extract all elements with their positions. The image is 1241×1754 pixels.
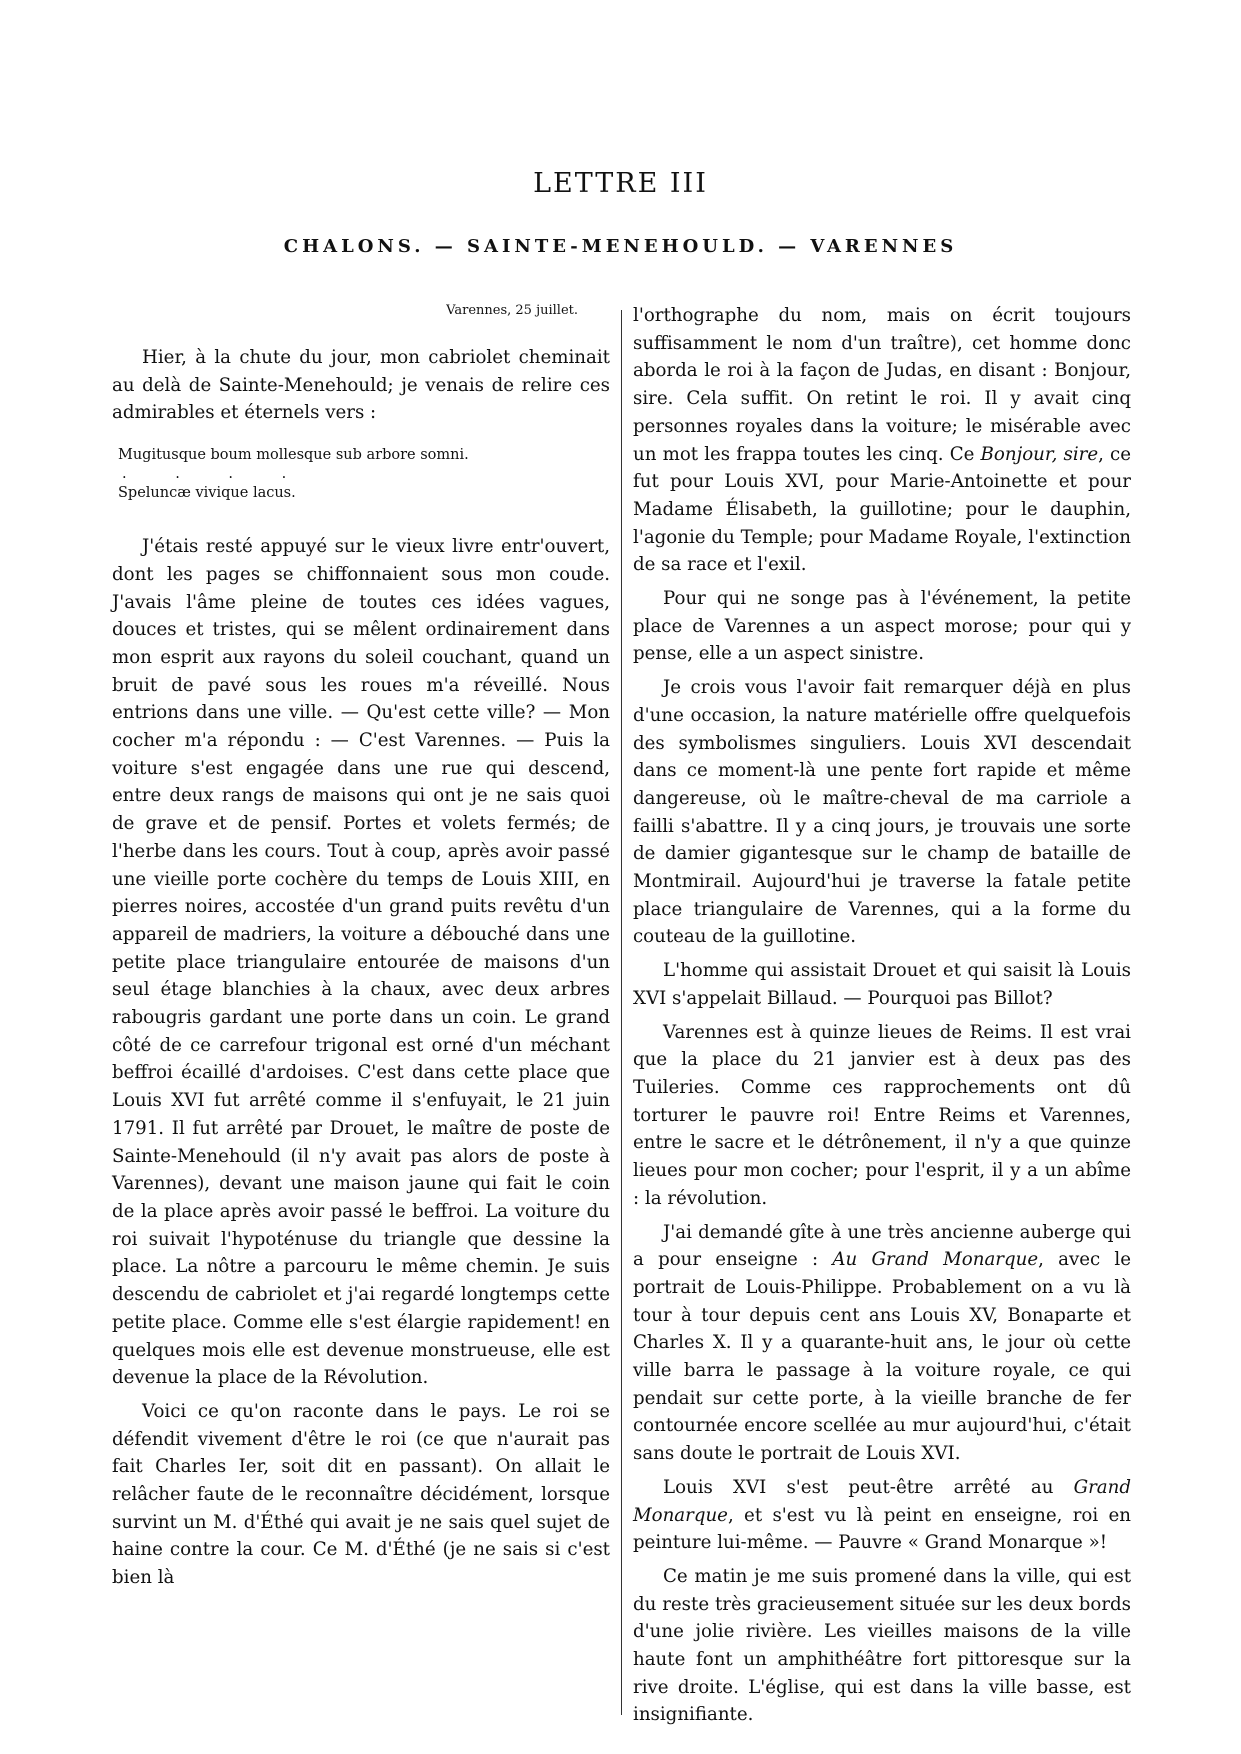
paragraph: L'homme qui assistait Drouet et qui saisit là Louis XVI s'appelait Billaud. — Pourquoi pas Billot?: [633, 960, 1131, 1009]
paragraph: Hier, à la chute du jour, mon cabriolet cheminait au delà de Sainte-Menehould; je venais de relire ces admirables et éternels vers :: [112, 347, 610, 424]
verse-ellipsis: . . . .: [122, 466, 309, 483]
letter-title: LETTRE III: [533, 168, 708, 199]
column-divider: [621, 310, 622, 1715]
italic-text: Grand Monarque: [633, 1476, 1131, 1526]
paragraph: [633, 1474, 1131, 1557]
verse-quote: [112, 443, 610, 505]
text-run: , avec le portrait de Louis-Philippe. Probablement on a vu là tour à tour depuis cent ans Louis XV, Bonaparte et Charles X. Il y a quarante-huit ans, le jour où cette ville barra le passage à la voiture royale, ce qui pendait sur cette porte, à la vieille branche de fer contournée encore scellée au mur aujourd'hui, c'était sans doute le portrait de Louis XVI.: [633, 1249, 1132, 1465]
italic-text: Au Grand Monarque: [832, 1249, 1039, 1271]
text-run: Louis XVI s'est peut-être arrêté au: [663, 1476, 1074, 1498]
paragraph: Pour qui ne songe pas à l'événement, la petite place de Varennes a un aspect morose; pour qui y pense, elle a un aspect sinistre.: [633, 588, 1131, 665]
verse-line: Mugitusque boum mollesque sub arbore somni.: [118, 447, 469, 464]
paragraph: J'étais resté appuyé sur le vieux livre entr'ouvert, dont les pages se chiffonnaient sous mon coude. J'avais l'âme pleine de toutes ces idées vagues, douces et tristes, qui se mêlent ordinairement dans mon esprit aux rayons du soleil couchant, quand un bruit de pavé sous les roues m'a réveillé. Nous entrions dans une ville. — Qu'est cette ville? — Mon cocher m'a répondu : — C'est Varennes. — Puis la voiture s'est engagée dans une rue qui descend, entre deux rangs de maisons qui ont je ne sais quoi de grave et de pensif. Portes et volets fermés; de l'herbe dans les cours. Tout à coup, après avoir passé une vieille porte cochère du temps de Louis XIII, en pierres noires, accostée d'un grand puits revêtu d'un appareil de madriers, la voiture a débouché dans une petite place triangulaire entourée de maisons d'un seul étage blanchies à la chaux, avec deux arbres rabougris gardant une porte dans un coin. Le grand côté de ce carrefour trigonal est orné d'un méchant beffroi écaillé d'ardoises. C'est dans cette place que Louis XVI fut arrêté comme il s'enfuyait, le 21 juin 1791. Il fut arrêté par Drouet, le maître de poste de Sainte-Menehould (il n'y avait pas alors de poste à Varennes), devant une maison jaune qui fait le coin de la place après avoir passé le beffroi. La voiture du roi suivait l'hypoténuse du triangle que dessine la place. La nôtre a parcouru le même chemin. Je suis descendu de cabriolet et j'ai regardé longtemps cette petite place. Comme elle s'est élargie rapidement! en quelques mois elle est devenue monstrueuse, elle est devenue la place de la Révolution.: [112, 536, 610, 1389]
paragraph: Varennes est à quinze lieues de Reims. Il est vrai que la place du 21 janvier est à deux pas des Tuileries. Comme ces rapprochements ont dû torturer le pauvre roi! Entre Reims et Varennes, entre le sacre et le détrônement, il n'y a que quinze lieues pour mon cocher; pour l'esprit, il y a un abîme : la révolution.: [633, 1021, 1131, 1209]
left-column: [112, 300, 610, 1592]
letter-subtitle: CHALONS. — SAINTE-MENEHOULD. — VARENNES: [283, 236, 958, 257]
text-run: J'ai demandé gîte à une très ancienne auberge qui a pour enseigne :: [633, 1221, 1131, 1271]
right-column: [633, 302, 1131, 1729]
paragraph: Ce matin je me suis promené dans la ville, qui est du reste très gracieusement située sur les deux bords d'une jolie rivière. Les vieilles maisons de la ville haute font un amphithéâtre fort pittoresque sur la rive droite. L'église, qui est dans la ville basse, est insignifiante.: [633, 1565, 1131, 1726]
paragraph: Je crois vous l'avoir fait remarquer déjà en plus d'une occasion, la nature matérielle offre quelquefois des symbolismes singuliers. Louis XVI descendait dans ce moment-là une pente fort rapide et même dangereuse, où le maître-cheval de ma carriole a failli s'abattre. Il y a cinq jours, je trouvais une sorte de damier gigantesque sur le champ de bataille de Montmirail. Aujourd'hui je traverse la fatale petite place triangulaire de Varennes, qui a la forme du couteau de la guillotine.: [633, 677, 1131, 948]
paragraph: [633, 1219, 1131, 1468]
italic-text: Bonjour, sire: [980, 443, 1099, 465]
text-run: l'orthographe du nom, mais on écrit toujours suffisamment le nom d'un traître), cet homme donc aborda le roi à la façon de Judas, en disant : Bonjour, sire. Cela suffit. On retint le roi. Il y avait cinq personnes royales dans la voiture; le misérable avec un mot les frappa toutes les cinq. Ce: [633, 305, 1131, 465]
verse-line: Speluncæ vivique lacus.: [118, 485, 296, 502]
paragraph: Voici ce qu'on raconte dans le pays. Le roi se défendit vivement d'être le roi (ce que n'aurait pas fait Charles Ier, soit dit en passant). On allait le relâcher faute de le reconnaître décidément, lorsque survint un M. d'Éthé qui avait je ne sais quel sujet de haine contre la cour. Ce M. d'Éthé (je ne sais si c'est bien là: [112, 1400, 610, 1589]
text-run: , et s'est vu là peint en enseigne, roi en peinture lui-même. — Pauvre « Grand Monarque »!: [633, 1504, 1131, 1554]
dateline: Varennes, 25 juillet.: [446, 303, 578, 318]
paragraph: [633, 302, 1131, 579]
text-run: , ce fut pour Louis XVI, pour Marie-Antoinette et pour Madame Élisabeth, la guillotine; pour le dauphin, l'agonie du Temple; pour Madame Royale, l'extinction de sa race et l'exil.: [633, 443, 1132, 576]
